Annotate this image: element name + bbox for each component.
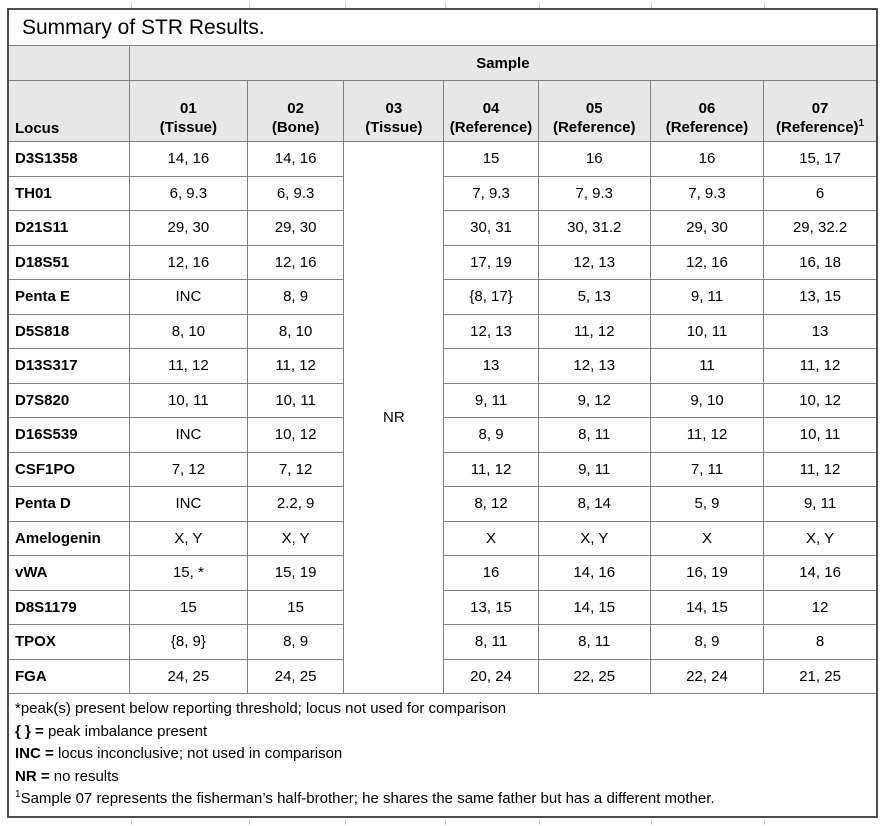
locus-name: Penta D bbox=[9, 487, 129, 522]
allele-value: 24, 25 bbox=[129, 659, 247, 693]
allele-value: 16 bbox=[538, 142, 650, 177]
sample-id: 02 bbox=[287, 100, 304, 117]
sample-id: 04 bbox=[482, 100, 500, 117]
allele-value: 11, 12 bbox=[538, 314, 650, 349]
column-tick bbox=[651, 819, 652, 825]
sample-type: (Tissue) bbox=[365, 119, 423, 136]
allele-value: X, Y bbox=[129, 521, 247, 556]
allele-value: 13 bbox=[764, 314, 876, 349]
allele-value: 15, * bbox=[129, 556, 247, 591]
allele-value: 15 bbox=[129, 590, 247, 625]
allele-value: 11 bbox=[650, 349, 763, 384]
allele-value: 10, 11 bbox=[248, 383, 344, 418]
allele-value: 30, 31 bbox=[444, 211, 538, 246]
allele-value: 29, 32.2 bbox=[764, 211, 876, 246]
column-header-04 bbox=[444, 81, 538, 142]
column-header-01 bbox=[129, 81, 247, 142]
allele-value: 9, 11 bbox=[650, 280, 763, 315]
allele-value: 13, 15 bbox=[764, 280, 876, 315]
no-results-cell: NR bbox=[344, 142, 444, 694]
locus-name: TH01 bbox=[9, 176, 129, 211]
locus-name: D3S1358 bbox=[9, 142, 129, 177]
allele-value: 7, 12 bbox=[129, 452, 247, 487]
locus-name: D21S11 bbox=[9, 211, 129, 246]
table-row bbox=[9, 142, 876, 177]
allele-value: 16, 18 bbox=[764, 245, 876, 280]
allele-value: 12, 16 bbox=[248, 245, 344, 280]
locus-name: Amelogenin bbox=[9, 521, 129, 556]
column-tick bbox=[539, 2, 540, 8]
footnote-inc: INC = locus inconclusive; not used in comparison bbox=[15, 745, 343, 763]
allele-value: 14, 15 bbox=[650, 590, 763, 625]
column-tick bbox=[249, 2, 250, 8]
allele-value: 16, 19 bbox=[650, 556, 763, 591]
allele-value: 7, 12 bbox=[248, 452, 344, 487]
column-header-06 bbox=[650, 81, 763, 142]
allele-value: 12, 16 bbox=[129, 245, 247, 280]
footnote-braces: { } = peak imbalance present bbox=[15, 722, 208, 740]
allele-value: 12 bbox=[764, 590, 876, 625]
footnote-sample07: $^1$Sample 07 represents the fisherman’s half-brother; he shares the same father but has a different mother. bbox=[15, 789, 715, 808]
sample-type: (Reference) bbox=[449, 119, 533, 136]
sample-id: 01 bbox=[180, 100, 197, 117]
allele-value: 8, 9 bbox=[248, 625, 344, 660]
allele-value: 9, 12 bbox=[538, 383, 650, 418]
allele-value: 8, 9 bbox=[650, 625, 763, 660]
allele-value: 22, 24 bbox=[650, 659, 763, 693]
locus-name: D7S820 bbox=[9, 383, 129, 418]
allele-value: 12, 13 bbox=[538, 245, 650, 280]
locus-header: Locus bbox=[9, 81, 129, 142]
allele-value: 30, 31.2 bbox=[538, 211, 650, 246]
locus-name: D8S1179 bbox=[9, 590, 129, 625]
allele-value: 10, 11 bbox=[129, 383, 247, 418]
allele-value: 12, 16 bbox=[650, 245, 763, 280]
allele-value: 15 bbox=[248, 590, 344, 625]
footnote-asterisk: *peak(s) present below reporting threshold; locus not used for comparison bbox=[15, 700, 507, 717]
allele-value: 13, 15 bbox=[444, 590, 538, 625]
allele-value: 11, 12 bbox=[444, 452, 538, 487]
locus-name: Penta E bbox=[9, 280, 129, 315]
allele-value: 17, 19 bbox=[444, 245, 538, 280]
allele-value: {8, 9} bbox=[129, 625, 247, 660]
footnote-nr: NR = no results bbox=[15, 767, 119, 785]
allele-value: 24, 25 bbox=[248, 659, 344, 693]
column-tick bbox=[345, 2, 346, 8]
allele-value: 5, 13 bbox=[538, 280, 650, 315]
allele-value: 10, 12 bbox=[764, 383, 876, 418]
allele-value: 6, 9.3 bbox=[248, 176, 344, 211]
allele-value: 16 bbox=[444, 556, 538, 591]
locus-name: TPOX bbox=[9, 625, 129, 660]
sample-id: 03 bbox=[385, 100, 403, 117]
allele-value: 11, 12 bbox=[248, 349, 344, 384]
sample-type: (Bone) bbox=[271, 119, 320, 136]
locus-name: vWA bbox=[9, 556, 129, 591]
allele-value: 9, 11 bbox=[538, 452, 650, 487]
sample-id: 06 bbox=[698, 100, 716, 117]
footnotes bbox=[9, 693, 876, 816]
sample-type: (Reference)$^1$ bbox=[776, 118, 865, 136]
allele-value: {8, 17} bbox=[444, 280, 538, 315]
column-tick bbox=[249, 819, 250, 825]
bottom-column-ticks bbox=[9, 818, 876, 825]
allele-value: 29, 30 bbox=[248, 211, 344, 246]
allele-value: 14, 16 bbox=[129, 142, 247, 177]
top-column-ticks bbox=[9, 1, 876, 8]
column-tick bbox=[445, 2, 446, 8]
allele-value: 8, 10 bbox=[129, 314, 247, 349]
allele-value: 10, 11 bbox=[764, 418, 876, 453]
locus-name: D13S317 bbox=[9, 349, 129, 384]
allele-value: 9, 10 bbox=[650, 383, 763, 418]
allele-value: INC bbox=[129, 280, 247, 315]
sample-type: (Reference) bbox=[552, 119, 636, 136]
locus-name: CSF1PO bbox=[9, 452, 129, 487]
allele-value: 6, 9.3 bbox=[129, 176, 247, 211]
sample-type: (Reference) bbox=[665, 119, 749, 136]
column-header-row bbox=[9, 81, 876, 142]
allele-value: 10, 12 bbox=[248, 418, 344, 453]
allele-value: 7, 9.3 bbox=[538, 176, 650, 211]
allele-value: 11, 12 bbox=[764, 452, 876, 487]
allele-value: X bbox=[444, 521, 538, 556]
column-header-02 bbox=[248, 81, 344, 142]
allele-value: 14, 15 bbox=[538, 590, 650, 625]
allele-value: 14, 16 bbox=[538, 556, 650, 591]
allele-value: 11, 12 bbox=[764, 349, 876, 384]
allele-value: 8, 9 bbox=[248, 280, 344, 315]
allele-value: 14, 16 bbox=[764, 556, 876, 591]
allele-value: 11, 12 bbox=[129, 349, 247, 384]
column-tick bbox=[539, 819, 540, 825]
allele-value: 7, 11 bbox=[650, 452, 763, 487]
allele-value: 29, 30 bbox=[650, 211, 763, 246]
allele-value: 8 bbox=[764, 625, 876, 660]
allele-value: 8, 11 bbox=[538, 625, 650, 660]
sample-group-row bbox=[9, 46, 876, 81]
allele-value: 21, 25 bbox=[764, 659, 876, 693]
allele-value: 6 bbox=[764, 176, 876, 211]
allele-value: 15, 17 bbox=[764, 142, 876, 177]
sample-type: (Tissue) bbox=[159, 119, 218, 136]
allele-value: 5, 9 bbox=[650, 487, 763, 522]
allele-value: 20, 24 bbox=[444, 659, 538, 693]
allele-value: 9, 11 bbox=[764, 487, 876, 522]
sample-id: 07 bbox=[811, 100, 829, 117]
allele-value: 12, 13 bbox=[538, 349, 650, 384]
locus-name: D5S818 bbox=[9, 314, 129, 349]
column-tick bbox=[764, 2, 765, 8]
corner-cell bbox=[9, 46, 129, 81]
allele-value: 15, 19 bbox=[248, 556, 344, 591]
allele-value: 12, 13 bbox=[444, 314, 538, 349]
allele-value: X bbox=[650, 521, 763, 556]
allele-value: X, Y bbox=[248, 521, 344, 556]
table-title: Summary of STR Results. bbox=[9, 10, 876, 46]
column-header-05 bbox=[538, 81, 650, 142]
column-tick bbox=[445, 819, 446, 825]
locus-name: D18S51 bbox=[9, 245, 129, 280]
sample-group-header: Sample bbox=[129, 46, 876, 81]
allele-value: 8, 9 bbox=[444, 418, 538, 453]
sample-id: 05 bbox=[585, 100, 603, 117]
allele-value: INC bbox=[129, 418, 247, 453]
locus-name: D16S539 bbox=[9, 418, 129, 453]
allele-value: 8, 12 bbox=[444, 487, 538, 522]
allele-value: 8, 11 bbox=[538, 418, 650, 453]
allele-value: INC bbox=[129, 487, 247, 522]
allele-value: 11, 12 bbox=[650, 418, 763, 453]
allele-value: 7, 9.3 bbox=[444, 176, 538, 211]
str-results-panel bbox=[7, 8, 878, 818]
str-table-body bbox=[9, 142, 876, 694]
allele-value: X, Y bbox=[764, 521, 876, 556]
allele-value: 8, 10 bbox=[248, 314, 344, 349]
allele-value: 14, 16 bbox=[248, 142, 344, 177]
allele-value: 7, 9.3 bbox=[650, 176, 763, 211]
allele-value: X, Y bbox=[538, 521, 650, 556]
allele-value: 13 bbox=[444, 349, 538, 384]
locus-name: FGA bbox=[9, 659, 129, 693]
allele-value: 29, 30 bbox=[129, 211, 247, 246]
allele-value: 22, 25 bbox=[538, 659, 650, 693]
str-results-table bbox=[9, 46, 876, 693]
allele-value: 2.2, 9 bbox=[248, 487, 344, 522]
allele-value: 9, 11 bbox=[444, 383, 538, 418]
column-tick bbox=[131, 819, 132, 825]
allele-value: 8, 11 bbox=[444, 625, 538, 660]
allele-value: 10, 11 bbox=[650, 314, 763, 349]
column-tick bbox=[651, 2, 652, 8]
allele-value: 15 bbox=[444, 142, 538, 177]
column-header-07 bbox=[764, 81, 876, 142]
column-tick bbox=[345, 819, 346, 825]
column-tick bbox=[131, 2, 132, 8]
allele-value: 16 bbox=[650, 142, 763, 177]
column-tick bbox=[764, 819, 765, 825]
allele-value: 8, 14 bbox=[538, 487, 650, 522]
column-header-03 bbox=[344, 81, 444, 142]
